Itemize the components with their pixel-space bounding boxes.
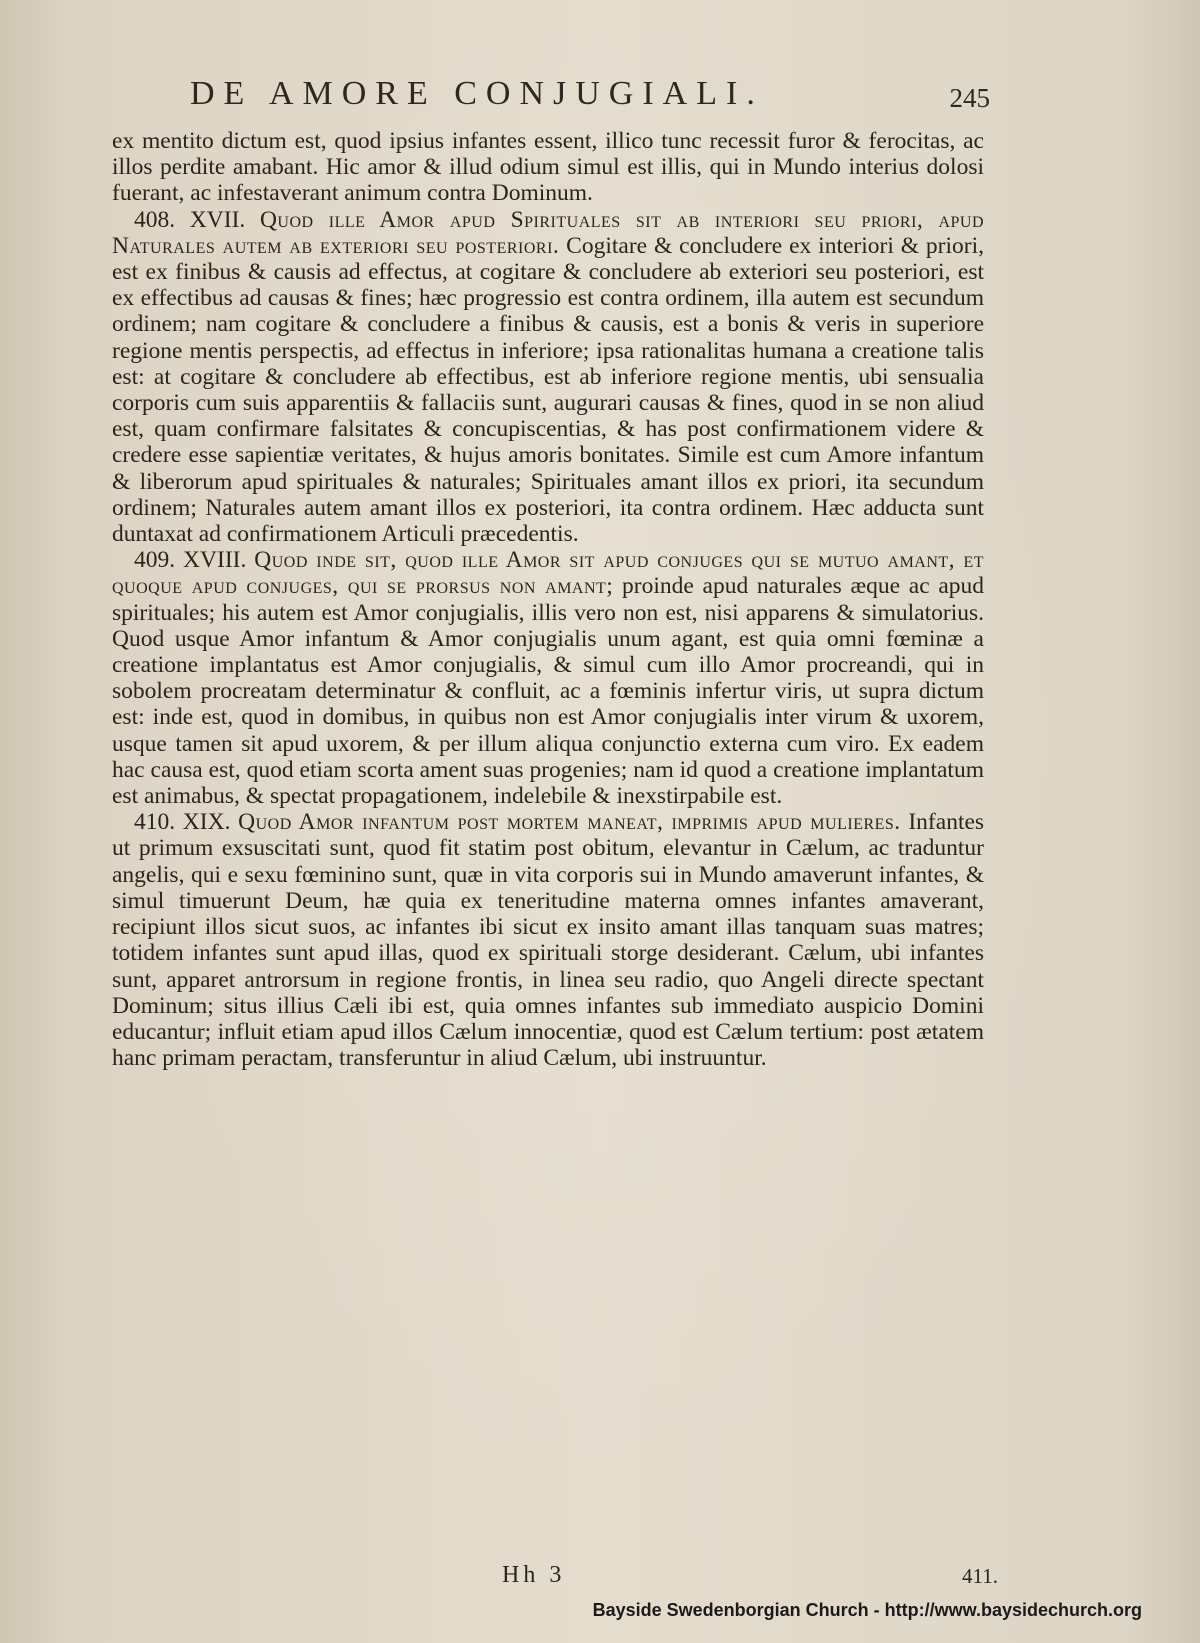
paragraph-continuation: [112, 128, 984, 207]
catchword: 411.: [962, 1564, 998, 1588]
article-roman-numeral: XVII.: [189, 206, 246, 233]
paragraph-number: 408.: [134, 206, 176, 233]
paragraph-408: [112, 207, 984, 548]
running-title: DE AMORE CONJUGIALI.: [190, 75, 764, 112]
article-heading: Quod inde sit, quod ille Amor sit apud conjuges qui se mutuo amant, et quoque apud conjuges, qui se prorsus non amant;: [112, 547, 985, 600]
article-roman-numeral: XVIII.: [183, 547, 247, 574]
paragraph-text: Infantes ut primum exsuscitati sunt, quod fit statim post obitum, elevantur in Cælum, ac traduntur angelis, qui e sexu fœminino sunt, quæ in vita corporis sui in Mundo amaverunt infantes, & simul timuerunt Deum, hæ quia ex teneritudine materna omnes infantes amaverant, recipiunt illos sicut suos, ac infantes ibi sicut ex insito amant illas tanquam suas matres; totidem infantes sunt apud illas, quod ex spirituali storge desiderant. Cælum, ubi infantes sunt, apparet antrorsum in regione frontis, in linea seu radio, quo Angeli directe spectant Dominum; situs illius Cæli ibi est, quia omnes infantes sub immediato auspicio Domini educantur; influit etiam apud illos Cælum innocentiæ, quod est Cælum tertium: post ætatem hanc primam peractam, transferuntur in aliud Cælum, ubi instruuntur.: [112, 809, 985, 1072]
page-footer: [112, 1562, 998, 1596]
paragraph-number: 410.: [134, 809, 176, 836]
article-heading: Quod Amor infantum post mortem maneat, imprimis apud mulieres.: [238, 809, 901, 836]
article-roman-numeral: XIX.: [182, 809, 231, 836]
paragraph-text: Cogitare & concludere ex interiori & priori, est ex finibus & causis ad effectus, at cogitare & concludere ab exteriori seu posteriori, est ex effectibus ad causas & fines; hæc progressio est contra ordinem, illa autem est secundum ordinem; nam cogitare & concludere a finibus & causis, est a bonis & veris in superiore regione mentis perspectis, ad effectus in inferiore; ipsa rationalitas humana a creatione talis est: at cogitare & concludere ab effectibus, est ab inferiore regione mentis, ubi sensualia corporis cum suis apparentiis & fallaciis sunt, augurari causas & fines, quod in se non aliud est, quam confirmare falsitates & concupiscentias, & has post confirmationem videre & credere esse sapientiæ veritates, & hujus amoris bonitates. Simile est cum Amore infantum & liberorum apud spirituales & naturales; Spirituales amant illos ex priori, ita secundum ordinem; Naturales autem amant illos ex posteriori, ita contra ordinem. Hæc adducta sunt duntaxat ad confirmationem Articuli præcedentis.: [112, 232, 984, 548]
source-watermark: Bayside Swedenborgian Church - http://www.baysidechurch.org: [592, 1600, 1142, 1620]
paragraph-409: [112, 547, 984, 809]
paragraph-text: ex mentito dictum est, quod ipsius infantes essent, illico tunc recessit furor & ferocitas, ac illos perdite amabant. Hic amor & illud odium simul est illis, qui in Mundo interius dolosi fuerant, ac infestaverant animum contra Dominum.: [112, 128, 984, 207]
article-heading: Quod ille Amor apud Spirituales sit ab interiori seu priori, apud Naturales autem ab exteriori seu posteriori.: [112, 206, 985, 259]
paragraph-text: proinde apud naturales æque ac apud spirituales; his autem est Amor conjugialis, illis vero non est, nisi apparens & simulatorius. Quod usque Amor infantum & Amor conjugialis unum agant, est quia omni fœminæ a creatione implantatus est Amor conjugialis, & simul cum illo Amor procreandi, qui in sobolem procreatam determinatur & confluit, ac a fœminis infertur viris, ut supra dictum est: inde est, quod in domibus, in quibus non est Amor conjugialis inter virum & uxorem, usque tamen sit apud uxorem, & per illum aliqua conjunctio externa cum viro. Ex eadem hac causa est, quod etiam scorta ament suas progenies; nam id quod a creatione implantatum est animabus, & spectat propagationem, indelebile & inexstirpabile est.: [112, 573, 985, 810]
page-number: 245: [949, 83, 990, 113]
page-header: [190, 75, 990, 125]
paragraph-410: [112, 809, 984, 1071]
body-text: [112, 128, 984, 1071]
signature-mark: Hh 3: [502, 1562, 566, 1588]
paragraph-number: 409.: [134, 547, 176, 574]
